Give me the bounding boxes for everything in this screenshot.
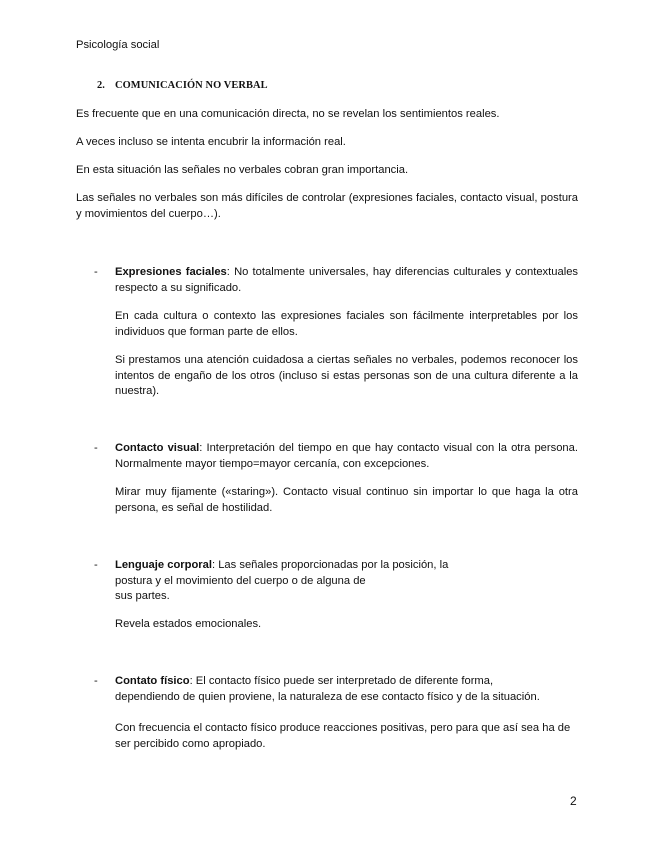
bullet-marker: - [94,442,98,454]
list-item-lenguaje-corporal [115,558,578,605]
item-term: Contacto visual [115,442,200,454]
intro-paragraph: A veces incluso se intenta encubrir la información real. [76,136,346,148]
bullet-marker: - [94,266,98,278]
section-number: 2. [97,80,105,91]
item-definition: : No totalmente universales, hay diferencias culturales y contextuales respecto a su significado. [115,266,579,294]
intro-paragraph: Las señales no verbales son más difíciles de controlar (expresiones faciales, contacto visual, postura y movimientos del cuerpo…). [76,192,578,220]
item-definition-line: sus partes. [115,590,170,602]
item-definition-line: postura y el movimiento del cuerpo o de alguna de [115,574,366,587]
running-header: Psicología social [76,39,160,51]
section-heading [97,78,268,94]
item-term: Lenguaje corporal [115,559,212,571]
list-item-contacto-visual [115,441,578,472]
item-paragraph: Con frecuencia el contacto físico produce reacciones positivas, pero para que así sea ha de ser percibido como apropiado. [115,722,571,750]
item-definition-line: dependiendo de quien proviene, la naturaleza de ese contacto físico y de la situación. [115,690,540,703]
item-definition-line: : El contacto físico puede ser interpretado de diferente forma, [189,675,494,687]
section-title-text: COMUNICACIÓN NO VERBAL [115,80,268,91]
list-item-expresiones-faciales [115,265,578,296]
intro-paragraph: Es frecuente que en una comunicación directa, no se revelan los sentimientos reales. [76,108,500,120]
item-paragraph: Si prestamos una atención cuidadosa a ciertas señales no verbales, podemos reconocer los intentos de engaño de los otros (incluso si estas personas son de una cultura diferente a la nuestra). [115,354,578,397]
item-paragraph: Revela estados emocionales. [115,618,262,630]
item-definition-line: : Las señales proporcionadas por la posición, la [211,559,449,571]
item-term: Contato físico [115,675,190,687]
bullet-marker: - [94,559,98,571]
item-paragraph: Mirar muy fijamente («staring»). Contacto visual continuo sin importar lo que haga la otra persona, es señal de hostilidad. [115,486,578,514]
item-term: Expresiones faciales [115,266,227,278]
bullet-marker: - [94,675,98,687]
item-definition: : Interpretación del tiempo en que hay contacto visual con la otra persona. Normalmente mayor tiempo=mayor cercanía, con excepciones. [115,442,578,470]
item-paragraph: En cada cultura o contexto las expresiones faciales son fácilmente interpretables por los individuos que forman parte de ellos. [115,310,578,338]
page-number: 2 [570,794,577,808]
intro-paragraph: En esta situación las señales no verbales cobran gran importancia. [76,164,409,176]
list-item-contato-fisico [115,674,578,705]
